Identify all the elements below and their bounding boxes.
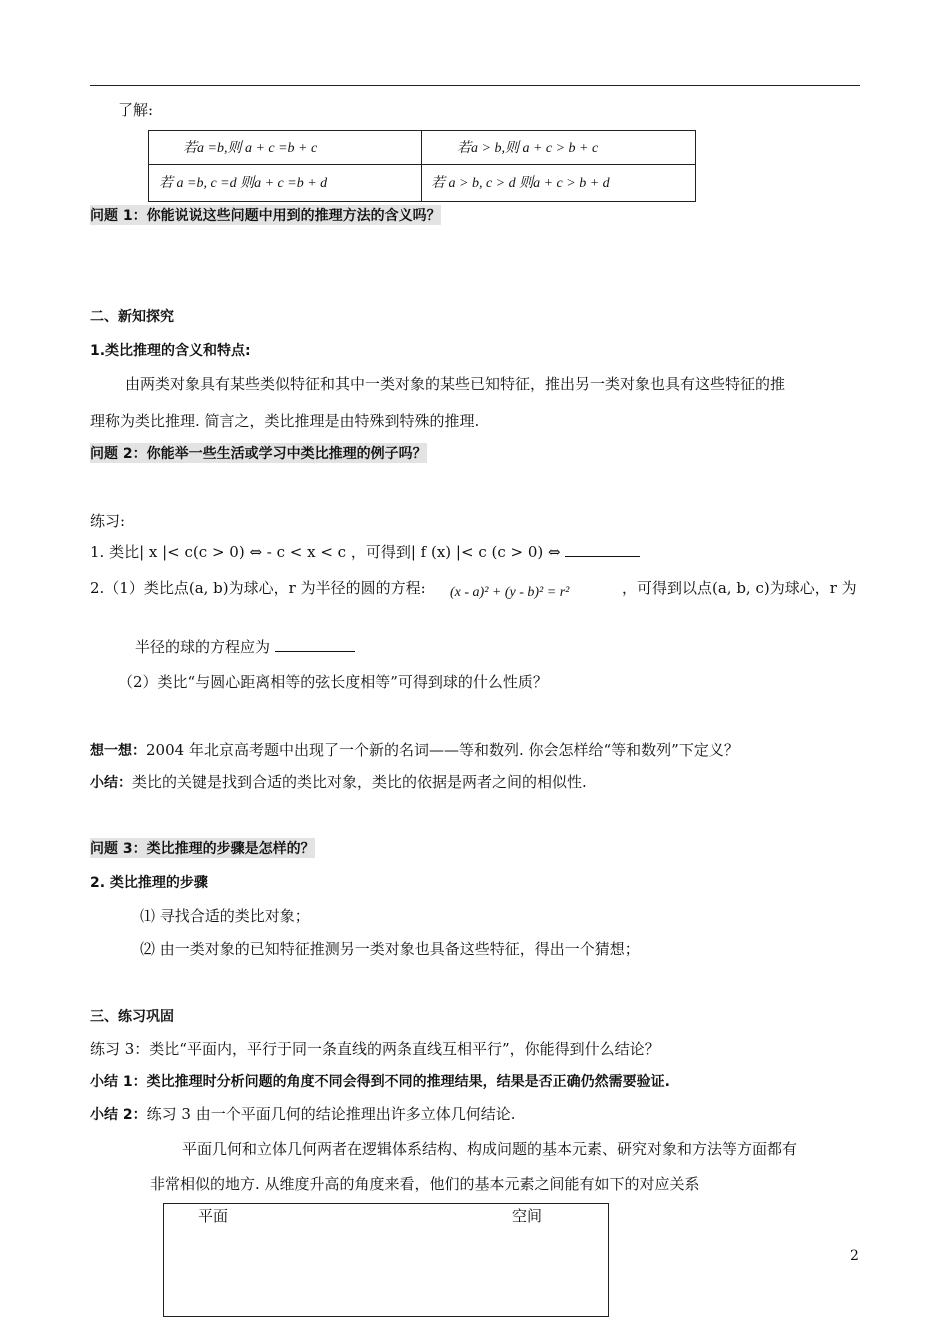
summary-text: 类比的关键是找到合适的类比对象，类比的依据是两者之间的相似性.: [132, 773, 587, 791]
paragraph-1-line-1: 由两类对象具有某些类似特征和其中一类对象的某些已知特征，推出另一类对象也具有这些特征的推: [125, 375, 786, 393]
step-2: ⑵ 由一类对象的已知特征推测另一类对象也具备这些特征，得出一个猜想；: [140, 940, 640, 958]
table-cell-r2c1: 若 a =b, c =d 则a + c =b + d: [159, 176, 328, 191]
think-text: 2004 年北京高考题中出现了一个新的名词——等和数列. 你会怎样给“等和数列”下定义？: [146, 741, 739, 759]
paragraph-2-line-2: 非常相似的地方. 从维度升高的角度来看，他们的基本元素之间能有如下的对应关系: [150, 1175, 700, 1193]
question-3: 问题 3：类比推理的步骤是怎样的？: [90, 838, 315, 858]
inequality-table: [148, 130, 696, 202]
think-line: [90, 739, 739, 760]
exercise-2-line-2: [135, 636, 355, 657]
exercise-2-prefix: 2.（1）类比点(a, b)为球心，r 为半径的圆的方程:: [90, 579, 426, 597]
paragraph-1-line-2: 理称为类比推理. 简言之，类比推理是由特殊到特殊的推理.: [90, 412, 480, 430]
step-1: ⑴ 寻找合适的类比对象；: [140, 907, 310, 925]
section-3-heading: 三、练习巩固: [90, 1009, 174, 1025]
question-2: 问题 2：你能举一些生活或学习中类比推理的例子吗？: [90, 443, 427, 463]
table-divider-horizontal: [149, 164, 695, 165]
summary-2-label: 小结 2：: [90, 1107, 147, 1123]
summary-1-label: 小结 1：: [90, 1074, 147, 1090]
exercise-2-line-2-text: 半径的球的方程应为: [135, 638, 271, 656]
summary-label: 小结：: [90, 775, 132, 791]
page-number: 2: [850, 1248, 859, 1264]
plane-label: 平面: [198, 1207, 229, 1225]
exercise-3: 练习 3：类比“平面内，平行于同一条直线的两条直线互相平行”，你能得到什么结论？: [90, 1040, 660, 1058]
summary-1-text: 类比推理时分析问题的角度不同会得到不同的推理结果，结果是否正确仍然需要验证.: [146, 1074, 670, 1090]
table-divider-vertical: [421, 131, 422, 201]
header-rule: [90, 85, 860, 86]
exercise-2-question-2: （2）类比“与圆心距离相等的弦长度相等”可得到球的什么性质？: [118, 673, 548, 691]
summary-line: [90, 771, 587, 792]
exercise-2-suffix: ，可得到以点(a, b, c)为球心，r 为: [622, 579, 857, 597]
exercise-1-answer-blank: [565, 544, 640, 557]
summary-1-line: [90, 1071, 670, 1091]
think-label: 想一想：: [90, 743, 146, 759]
table-cell-r2c2: 若 a > b, c > d 则a + c > b + d: [431, 176, 610, 191]
summary-2-line: [90, 1103, 515, 1124]
table-cell-r1c2: 若a > b,则 a + c > b + c: [457, 141, 599, 156]
circle-equation: (x - a)² + (y - b)² = r²: [450, 585, 570, 600]
exercise-1: [90, 541, 640, 562]
subheading-2: 2. 类比推理的步骤: [90, 875, 208, 891]
space-label: 空间: [512, 1207, 543, 1225]
exercise-2-answer-blank: [275, 639, 355, 652]
question-1: 问题 1：你能说说这些问题中用到的推理方法的含义吗？: [90, 205, 441, 225]
table-cell-r1c1: 若a =b,则 a + c =b + c: [183, 141, 318, 156]
correspondence-box: [163, 1203, 609, 1317]
subheading-1: 1.类比推理的含义和特点:: [90, 343, 251, 359]
section-2-heading: 二、新知探究: [90, 309, 174, 325]
practice-label: 练习:: [90, 512, 126, 530]
understand-label: 了解:: [118, 101, 154, 119]
paragraph-2-line-1: 平面几何和立体几何两者在逻辑体系结构、构成问题的基本元素、研究对象和方法等方面都有: [182, 1140, 798, 1158]
exercise-1-text: 1. 类比| x |< c(c > 0) ⇔ - c < x < c ，可得到| f (x) |< c (c > 0) ⇔: [90, 543, 561, 561]
summary-2-text: 练习 3 由一个平面几何的结论推理出许多立体几何结论.: [146, 1105, 516, 1123]
